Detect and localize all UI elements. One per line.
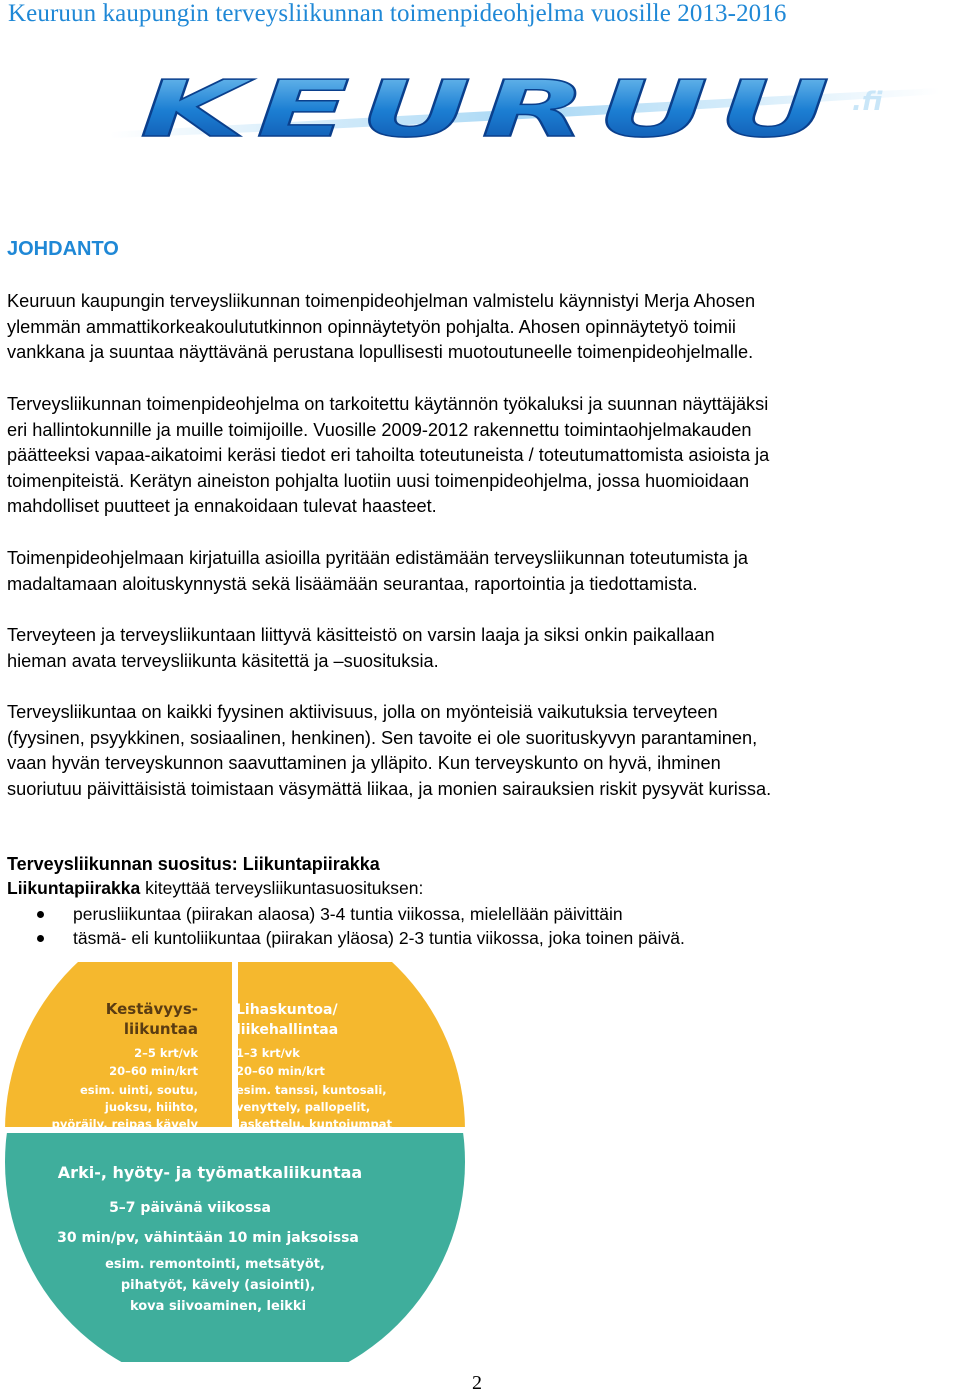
pie-bottom-bullet: 5–7 päivänä viikossa — [109, 1200, 271, 1216]
paragraph-line: ylemmän ammattikorkeakoulututkinnon opinnäytetyön pohjalta. Ahosen opinnäytetyö toimii — [7, 316, 736, 337]
paragraph-line: Terveysliikunnan toimenpideohjelma on tarkoitettu käytännön työkaluksi ja suunnan näyttäjäksi — [7, 394, 769, 414]
pie-left-example: juoksu, hiihto, — [104, 1100, 198, 1114]
liikuntapiirakka-diagram — [0, 962, 470, 1362]
list-item-text: perusliikuntaa (piirakan alaosa) 3-4 tuntia viikossa, mielellään päivittäin — [73, 904, 623, 924]
paragraph-line: Toimenpideohjelmaan kirjatuilla asioilla pyritään edistämään terveysliikunnan toteutumista ja — [7, 548, 749, 568]
paragraph-line: päätteeksi vapaa-aikatoimi keräsi tiedot eri tahoilta toteutuneista / toteutumattomista asioista ja — [7, 445, 770, 466]
pie-bottom-title: Arki-, hyöty- ja työmatkaliikuntaa — [57, 1163, 363, 1182]
paragraph-line: suoriutuu päivittäisistä toimistaan väsymättä liikaa, ja monien sairauksien riskit pysyvät kurissa. — [7, 778, 772, 799]
paragraph-1 — [7, 289, 952, 366]
bullet-dot-icon — [37, 935, 44, 942]
pie-right-bullet: 20–60 min/krt — [236, 1064, 325, 1078]
pie-right-title: Lihaskuntoa/ liikehallintaa — [236, 1002, 339, 1038]
pie-bottom-example: esim. remontointi, metsätyöt, — [105, 1257, 325, 1272]
list-item — [0, 902, 685, 926]
paragraph-line: hieman avata terveysliikunta käsitettä ja –suosituksia. — [7, 650, 439, 671]
paragraph-line: (fyysinen, psyykkinen, sosiaalinen, henkinen). Sen tavoite ei ole suorituskyvyn parantaminen, — [7, 727, 758, 748]
pie-bottom-example: kova siivoaminen, leikki — [129, 1299, 307, 1314]
paragraph-2 — [7, 392, 952, 520]
section-heading: JOHDANTO — [7, 238, 119, 260]
paragraph-line: vaan hyvän terveyskunnon saavuttaminen ja ylläpito. Kun terveyskunto on hyvä, ihminen — [7, 753, 721, 774]
pie-left-title: Kestävyys-liikuntaa — [105, 1000, 198, 1038]
intro-bold-term: Liikuntapiirakka — [7, 878, 141, 898]
pie-right-bullet: 1–3 krt/vk — [236, 1046, 300, 1060]
logo-suffix: .fi — [852, 87, 883, 117]
paragraph-line: Keuruun kaupungin terveysliikunnan toimenpideohjelman valmistelu käynnistyi Merja Ahosen — [7, 291, 756, 311]
paragraph-line: toimenpiteistä. Kerätyn aineiston pohjalta luotiin uusi toimenpideohjelma, jossa huomioidaan — [7, 470, 750, 491]
paragraph-line: mahdolliset puutteet ja ennakoidaan tulevat haasteet. — [7, 496, 437, 517]
logo-wordmark: KEURUU — [140, 70, 840, 150]
recommendation-intro — [7, 878, 423, 899]
paragraph-line: vankkana ja suuntaa näyttävänä perustana lopullisesti muotoutuneelle toimenpideohjelmalle. — [7, 342, 754, 363]
paragraph-line: Terveysliikuntaa on kaikki fyysinen aktiivisuus, jolla on myönteisiä vaikutuksia terveyteen — [7, 702, 718, 722]
paragraph-5 — [7, 700, 952, 802]
document-header-title: Keuruun kaupungin terveysliikunnan toimenpideohjelma vuosille 2013-2016 — [8, 0, 787, 27]
list-item — [0, 926, 685, 950]
recommendation-bullet-list — [0, 902, 685, 950]
paragraph-3 — [7, 546, 952, 597]
intro-text: kiteyttää terveysliikuntasuosituksen: — [140, 878, 424, 898]
list-item-text: täsmä- eli kuntoliikuntaa (piirakan yläosa) 2-3 tuntia viikossa, joka toinen päivä. — [73, 928, 685, 948]
pie-right-example: laskettelu, kuntojumpat — [236, 1117, 393, 1131]
paragraph-line: madaltamaan aloituskynnystä sekä lisäämään seurantaa, raportointia ja tiedottamista. — [7, 573, 698, 594]
pie-right-example: esim. tanssi, kuntosali, — [236, 1083, 387, 1097]
pie-left-example: pyöräily, reipas kävely — [51, 1117, 198, 1131]
paragraph-line: eri hallintokunnille ja muille toimijoille. Vuosille 2009-2012 rakennettu toimintaohjelmakauden — [7, 419, 752, 440]
recommendation-heading: Terveysliikunnan suositus: Liikuntapiirakka — [7, 854, 380, 874]
paragraph-line: Terveyteen ja terveysliikuntaan liittyvä käsitteistö on varsin laaja ja siksi onkin paikallaan — [7, 625, 715, 645]
pie-right-example: venyttely, pallopelit, — [236, 1100, 371, 1114]
page-number: 2 — [472, 1372, 482, 1394]
pie-left-bullet: 20–60 min/krt — [109, 1064, 198, 1078]
bullet-dot-icon — [37, 911, 44, 918]
pie-left-example: esim. uinti, soutu, — [79, 1083, 198, 1097]
keuruu-logo — [100, 70, 950, 150]
paragraph-4 — [7, 623, 952, 674]
pie-left-bullet: 2–5 krt/vk — [134, 1046, 198, 1060]
pie-bottom-bullet: 30 min/pv, vähintään 10 min jaksoissa — [57, 1230, 359, 1246]
pie-bottom-example: pihatyöt, kävely (asiointi), — [120, 1278, 316, 1293]
